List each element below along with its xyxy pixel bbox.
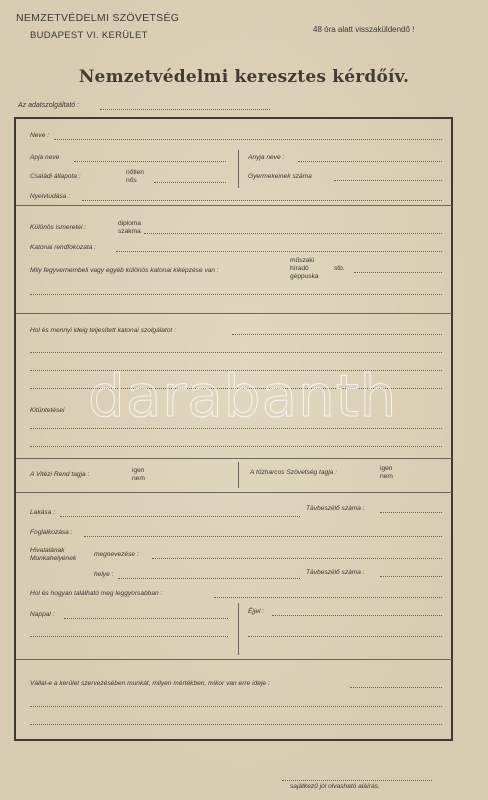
residence-label: Lakása : xyxy=(30,509,55,516)
section-divider xyxy=(16,492,452,493)
volunteer-field-2[interactable] xyxy=(30,706,442,707)
vitez-option-no[interactable]: nem xyxy=(132,475,145,482)
decorations-field-2[interactable] xyxy=(30,446,442,447)
special-knowledge-label: Különös ismeretei : xyxy=(30,224,87,231)
marital-field[interactable] xyxy=(154,182,226,183)
night-field-2[interactable] xyxy=(248,636,442,637)
vitez-label: A Vitézi Rend tagja : xyxy=(30,471,90,478)
service-field[interactable] xyxy=(232,334,442,335)
languages-label: Nyelvtudása : xyxy=(30,193,70,200)
volunteer-field[interactable] xyxy=(350,687,442,688)
residence-field[interactable] xyxy=(60,516,300,517)
name-label: Neve : xyxy=(30,132,50,139)
mother-field[interactable] xyxy=(298,161,442,162)
weapon-option-machinegun[interactable]: géppuska xyxy=(290,273,319,280)
section-divider xyxy=(16,313,452,314)
rank-label: Katonai rendfokozata : xyxy=(30,244,96,251)
special-option-trade[interactable]: szakma xyxy=(118,228,141,235)
informant-line[interactable] xyxy=(100,109,270,110)
office-label-2: Munkahelyének xyxy=(30,555,77,562)
father-field[interactable] xyxy=(74,161,226,162)
children-label: Gyermekeinek száma xyxy=(248,173,312,180)
service-label: Hol és mennyi ideig teljesített katonai szolgálatot : xyxy=(30,327,176,334)
night-field[interactable] xyxy=(272,615,442,616)
vitez-option-yes[interactable]: igen xyxy=(132,467,145,474)
signature-line[interactable] xyxy=(282,780,432,781)
weapon-option-engineer[interactable]: műszaki xyxy=(290,257,315,264)
org-district: BUDAPEST VI. KERÜLET xyxy=(30,30,148,41)
phone2-field[interactable] xyxy=(380,576,442,577)
service-field-2[interactable] xyxy=(30,352,442,353)
office-name-label: megnevezése : xyxy=(94,551,139,558)
weapon-option-signals[interactable]: híradó xyxy=(290,265,309,272)
decorations-label: Kitüntetései xyxy=(30,407,65,414)
day-label: Nappal : xyxy=(30,611,55,618)
office-label-1: Hivatalának xyxy=(30,547,65,554)
org-name: NEMZETVÉDELMI SZÖVETSÉG xyxy=(16,12,180,24)
column-divider xyxy=(238,603,239,655)
return-note: 48 óra alatt visszaküldendő ! xyxy=(313,25,415,34)
section-divider xyxy=(16,458,452,459)
office-name-field[interactable] xyxy=(152,558,442,559)
office-place-label: helye : xyxy=(94,571,114,578)
volunteer-field-3[interactable] xyxy=(30,724,442,725)
column-divider xyxy=(238,462,239,488)
signature-note: sajátkezű jól olvasható aláírás. xyxy=(290,783,380,790)
form-title: Nemzetvédelmi keresztes kérdőív. xyxy=(78,67,410,87)
informant-label: Az adatszolgáltató : xyxy=(18,102,80,109)
day-field[interactable] xyxy=(64,618,228,619)
marital-label: Családi állapota : xyxy=(30,173,81,180)
father-label: Apja neve xyxy=(30,154,60,161)
weapon-field-2[interactable] xyxy=(30,294,442,295)
office-place-field[interactable] xyxy=(118,578,300,579)
marital-option-married[interactable]: nős xyxy=(126,177,137,184)
name-field[interactable] xyxy=(54,139,442,140)
volunteer-label: Vállal-e a kerület szervezésében munkát, milyen mértékben, mikor van erre ideje : xyxy=(30,680,270,687)
children-field[interactable] xyxy=(334,180,442,181)
column-divider xyxy=(238,150,239,188)
languages-field[interactable] xyxy=(82,200,442,201)
tuzharcos-option-yes[interactable]: igen xyxy=(380,465,393,472)
tuzharcos-label: A tűzharcos Szövetség tagja : xyxy=(250,469,337,476)
location-field[interactable] xyxy=(214,597,442,598)
special-knowledge-field[interactable] xyxy=(144,233,442,234)
occupation-label: Foglalkozása : xyxy=(30,529,73,536)
weapon-etc: stb. xyxy=(334,265,345,272)
weapon-training-label: Mily fegyvernembeli vagy egyéb különös katonai kiképzése van : xyxy=(30,267,219,274)
phone2-label: Távbeszélő száma : xyxy=(306,569,365,576)
occupation-field[interactable] xyxy=(84,536,442,537)
mother-label: Anyja neve : xyxy=(248,154,285,161)
section-divider xyxy=(16,659,452,660)
rank-field[interactable] xyxy=(116,251,442,252)
day-field-2[interactable] xyxy=(30,636,228,637)
night-label: Éjjel : xyxy=(248,608,265,615)
section-divider xyxy=(16,205,452,206)
tuzharcos-option-no[interactable]: nem xyxy=(380,473,393,480)
phone1-field[interactable] xyxy=(380,512,442,513)
weapon-field[interactable] xyxy=(354,272,442,273)
watermark: darabanth xyxy=(88,362,398,430)
phone1-label: Távbeszélő száma : xyxy=(306,505,365,512)
location-label: Hol és hogyan található meg leggyorsabban : xyxy=(30,590,163,597)
marital-option-single[interactable]: nőtlen xyxy=(126,169,144,176)
special-option-diploma[interactable]: diploma xyxy=(118,220,142,227)
